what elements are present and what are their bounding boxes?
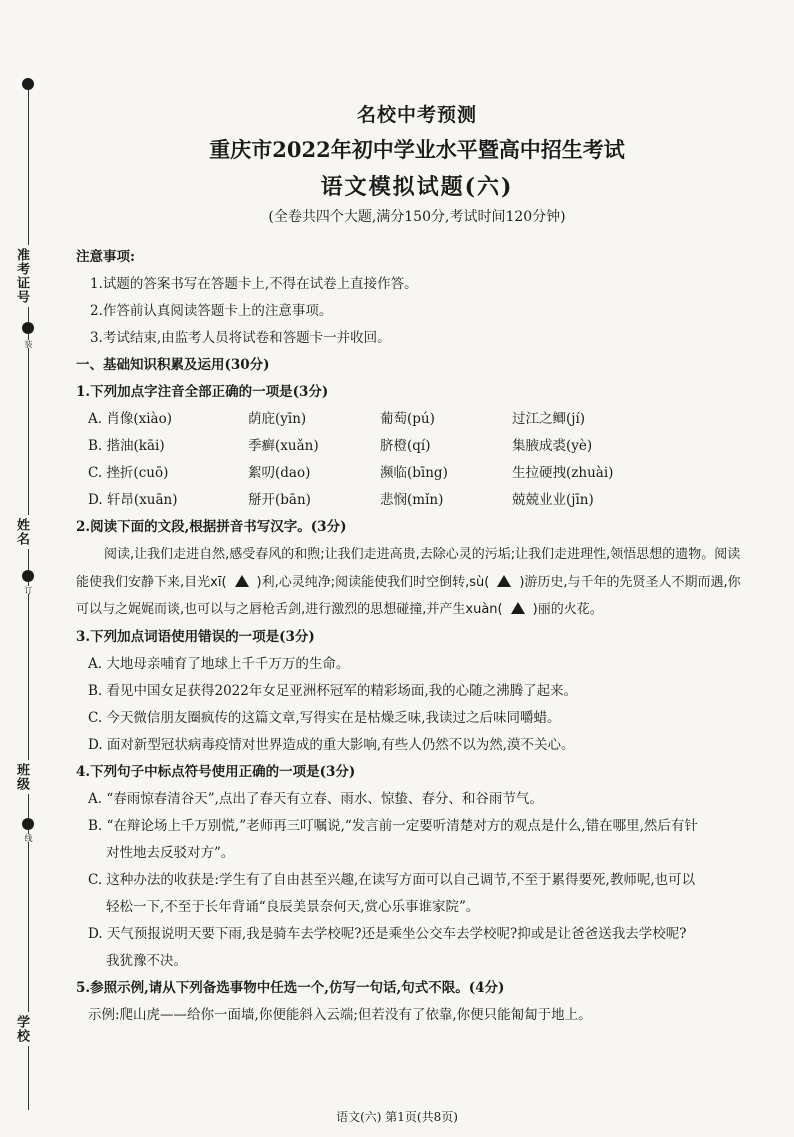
- passage-text: 的遗物。阅读能使我们安静下来,目光xī(: [76, 547, 741, 590]
- option-cell: B. 揩油(kāi): [88, 438, 165, 454]
- question-2-passage: [76, 541, 752, 624]
- binding-hole: [22, 78, 34, 90]
- option-cell: 集腋成裘(yè): [512, 438, 593, 454]
- question-4-option: C. 这种办法的收获是:学生有了自由甚至兴趣,在读写方面可以自己调节,不至于累得要死,教师呢,也可以: [88, 871, 696, 888]
- passage-text: 阅读,让我们走进自然,感受春风的和煦;让我们走进高贵,去除心灵的污垢;让我们走进理性,领悟思想: [104, 547, 663, 562]
- option-cell: A. 肖像(xiào): [88, 411, 172, 427]
- option-cell: 悲悯(mǐn): [380, 492, 444, 508]
- option-cell: 过江之鲫(jí): [512, 411, 586, 427]
- notes-title: 注意事项:: [76, 249, 135, 265]
- class-label: 班级: [12, 760, 31, 794]
- option-cell: 季癣(xuǎn): [248, 438, 319, 454]
- school-label: 学校: [12, 1012, 31, 1046]
- binding-hole: [22, 570, 34, 582]
- passage-text: xuàn(: [465, 602, 503, 617]
- question-4-option: B. “在辩论场上千万别慌,”老师再三叮嘱说,“发言前一定要听清楚对方的观点是什么,错在哪里,然后有针: [88, 817, 698, 834]
- option-cell: 兢兢业业(jīn): [512, 492, 594, 508]
- option-cell: 生拉硬拽(zhuài): [512, 465, 614, 481]
- brand-title: 名校中考预测: [356, 104, 477, 126]
- note-item: 2.作答前认真阅读答题卡上的注意事项。: [90, 303, 333, 319]
- exam-body: [76, 244, 752, 1029]
- question-3-option: B. 看见中国女足获得2022年女足亚洲杯冠军的精彩场面,我的心随之沸腾了起来。: [88, 682, 578, 699]
- question-3-option: C. 今天微信朋友圈疯传的这篇文章,写得实在是枯燥乏味,我读过之后味同嚼蜡。: [88, 709, 561, 726]
- page-footer: 语文(六) 第1页(共8页): [336, 1110, 458, 1124]
- paper-subtitle: (全卷共四个大题,满分150分,考试时间120分钟): [268, 209, 566, 225]
- section-title: 一、基础知识积累及运用(30分): [76, 357, 270, 373]
- question-3-option: A. 大地母亲哺育了地球上千千万万的生命。: [88, 655, 350, 672]
- option-cell: 掰开(bān): [248, 492, 311, 508]
- question-2-stem: 2.阅读下面的文段,根据拼音书写汉字。(3分): [76, 519, 347, 535]
- question-3-option: D. 面对新型冠状病毒疫情对世界造成的重大影响,有些人仍然不以为然,漠不关心。: [88, 736, 575, 753]
- blank-triangle-icon: [511, 602, 525, 614]
- question-4-option-cont: 轻松一下,不至于长年背诵“良辰美景奈何天,赏心乐事谁家院”。: [106, 898, 480, 915]
- question-4-option-cont: 对性地去反驳对方”。: [106, 844, 235, 861]
- note-item: 3.考试结束,由监考人员将试卷和答题卡一并收回。: [90, 330, 391, 346]
- binding-hole: [22, 818, 34, 830]
- question-4-option: D. 天气预报说明天要下雨,我是骑车去学校呢?还是乘坐公交车去学校呢?抑或是让爸爸送我去学校呢?: [88, 925, 687, 942]
- question-5-stem: 5.参照示例,请从下列备选事物中任选一个,仿写一句话,句式不限。(4分): [76, 979, 505, 996]
- blank-triangle-icon: [497, 575, 511, 587]
- option-cell: 絮叨(dao): [248, 465, 311, 481]
- question-4-option: A. “春雨惊春清谷天”,点出了春天有立春、雨水、惊蛰、春分、和谷雨节气。: [88, 790, 543, 807]
- option-cell: 脐橙(qí): [380, 438, 431, 454]
- exam-number-label: 准考证号: [12, 245, 31, 307]
- question-5-example: 示例:爬山虎——给你一面墙,你便能斜入云端;但若没有了依靠,你便只能匍匐于地上。: [88, 1006, 592, 1023]
- question-4-stem: 4.下列句子中标点符号使用正确的一项是(3分): [76, 763, 356, 780]
- question-4-option-cont: 我犹豫不决。: [106, 952, 187, 969]
- blank-triangle-icon: [235, 575, 249, 587]
- passage-text: )利,心灵纯净;阅读能使我们时空倒转,sù(: [256, 574, 490, 590]
- exam-title: 重庆市2022年初中学业水平暨高中招生考试: [209, 137, 625, 162]
- paper-title: 语文模拟试题(六): [320, 174, 514, 200]
- bind-mark: 线: [24, 834, 33, 842]
- binding-line: [28, 80, 29, 1110]
- option-cell: D. 轩昂(xuān): [88, 492, 178, 508]
- binding-hole: [22, 322, 34, 334]
- passage-text: 史,与千年的先贤圣人不期而遇,你可以与之娓娓而谈,也可以与之唇枪舌剑,进行激烈的思想碰撞,并产生: [76, 574, 741, 617]
- option-cell: 荫庇(yīn): [248, 411, 307, 427]
- bind-mark: 装: [24, 340, 33, 348]
- question-1-stem: 1.下列加点字注音全部正确的一项是(3分): [76, 384, 329, 400]
- passage-text: )游历: [519, 574, 551, 590]
- option-cell: 葡萄(pú): [380, 411, 435, 427]
- bind-mark: 订: [24, 586, 33, 594]
- option-cell: C. 挫折(cuō): [88, 465, 169, 481]
- note-item: 1.试题的答案书写在答题卡上,不得在试卷上直接作答。: [90, 276, 418, 292]
- question-1-options: [76, 406, 752, 514]
- name-label: 姓名: [12, 515, 31, 549]
- passage-text: )丽的火花。: [532, 602, 603, 617]
- option-cell: 濒临(bīng): [380, 465, 448, 481]
- question-3-stem: 3.下列加点词语使用错误的一项是(3分): [76, 628, 315, 645]
